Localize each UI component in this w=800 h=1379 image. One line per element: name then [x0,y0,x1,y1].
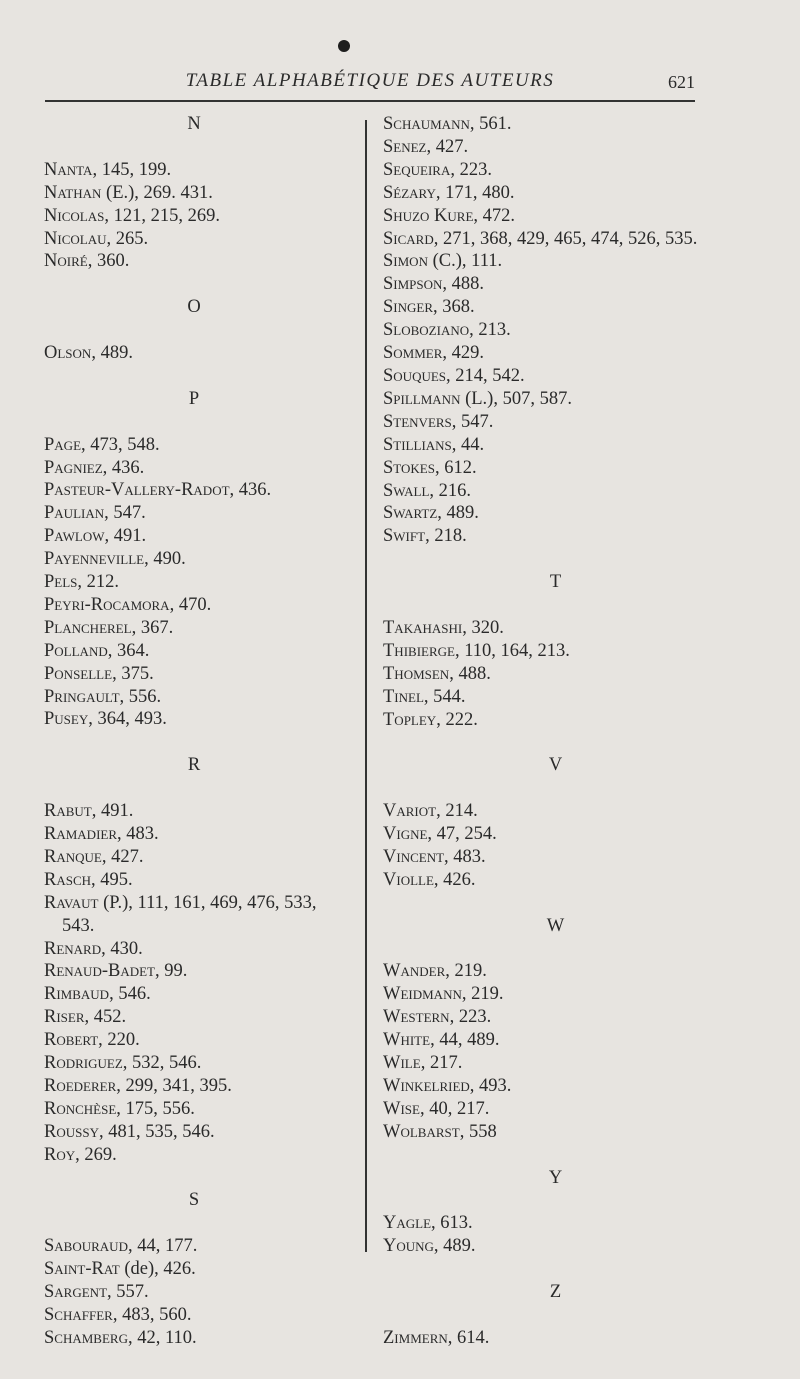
author-name: Ponselle [44,663,113,684]
author-name: Ronchèse [44,1098,117,1119]
page-references: , 44, 489. [430,1030,500,1051]
index-entry [383,273,728,296]
section-gap [383,1189,728,1212]
author-name: Pusey [44,709,89,730]
page-references: , 216. [429,480,472,501]
author-name: Yagle [383,1213,432,1234]
page-header [45,70,695,98]
page-references: , 110, 164, 213. [454,640,570,661]
index-entry [44,800,344,823]
index-entry [44,159,344,182]
page-references: , 175, 556. [116,1098,195,1119]
index-entry [44,1235,344,1258]
index-entry [383,250,728,273]
index-entry [383,960,728,983]
index-entry [44,938,344,961]
author-name: Schamberg [44,1327,128,1348]
page-references: , 430. [101,938,143,959]
section-gap [383,892,728,915]
author-name: Young [383,1236,434,1257]
author-name: Pawlow [44,526,105,547]
page-references: , 558 [459,1121,497,1142]
author-name: Takahashi [383,617,463,638]
index-entry [383,228,728,251]
page-references: , 483. [444,846,486,867]
author-name: Stillians [383,434,452,455]
author-name: Stokes [383,457,435,478]
index-entry [44,1075,344,1098]
page-references: , 217. [420,1053,463,1074]
author-name: Singer [383,297,434,318]
index-entry [383,686,728,709]
page-references: , 436. [229,480,272,501]
page-references: , 299, 341, 395. [116,1075,232,1096]
index-entry [44,342,344,365]
page-references: , 556. [119,686,162,707]
author-name: Swift [383,526,426,547]
section-gap [383,1258,728,1281]
page-references: , 214. [436,801,478,822]
index-entry [383,296,728,319]
section-gap [383,777,728,800]
section-gap [44,731,344,754]
page-references: , 214, 542. [446,365,525,386]
section-gap [383,1304,728,1327]
page-references: , 360. [87,251,130,272]
section-gap [44,319,344,342]
index-entry [44,1304,344,1327]
page-references: , 489. [91,343,133,364]
running-title: TABLE ALPHABÉTIQUE DES AUTEURS [185,70,555,91]
author-name: Simpson [383,274,443,295]
author-name: Roy [44,1144,76,1165]
index-entry [44,228,344,251]
index-entry [44,1029,344,1052]
author-name: Renaud-Badet [44,961,155,982]
index-entry [44,617,344,640]
author-name: Simon [383,251,428,272]
index-entry [44,1052,344,1075]
author-name: Plancherel [44,617,132,638]
index-entry [44,1327,344,1350]
author-name: Sézary [383,182,436,203]
page-references: , 42, 110. [127,1327,197,1348]
author-name: Page [44,434,82,455]
page-references: , 219. [461,984,504,1005]
page-references: , 219. [445,961,487,982]
index-entry [44,983,344,1006]
section-gap [44,1167,344,1190]
index-entry [383,136,728,159]
index-entry [383,457,728,480]
page-references: , 40, 217. [419,1098,490,1119]
author-name: Sequeira [383,159,451,180]
index-entry [383,663,728,686]
index-entry [383,823,728,846]
page-references: , 557. [107,1282,149,1303]
author-name: Ranque [44,846,102,867]
index-entry [383,342,728,365]
author-name: Rabut [44,801,92,822]
index-entry [44,594,344,617]
page-references: , 481, 535, 546. [98,1121,215,1142]
page-references: , 488. [442,274,485,295]
index-entry [44,571,344,594]
page-references: , 490. [144,549,186,570]
page-references: , 145, 199. [92,159,172,180]
index-entry [44,846,344,869]
author-name: Renard [44,938,102,959]
section-letter: P [188,388,200,409]
page-references: , 218. [425,526,467,547]
page-number: 621 [668,72,695,92]
author-name: Pagniez [44,457,103,478]
section-gap [44,777,344,800]
author-name: Sabouraud [44,1236,128,1257]
author-name: Spillmann [383,388,461,409]
page-references: , 269. [75,1144,117,1165]
page-references: , 426. [433,869,476,890]
author-name: Wile [383,1053,421,1074]
index-entry [44,663,344,686]
author-name: Payenneville [44,549,145,570]
page-references: , 368. [433,297,475,318]
index-entry [44,479,344,502]
index-entry [44,708,344,731]
left-column [44,113,344,1350]
index-entry [383,1098,728,1121]
index-entry [383,1235,728,1258]
page-references: (L.), 507, 587. [460,388,572,409]
author-name: Roederer [44,1075,117,1096]
index-entry [44,1098,344,1121]
page-references: , 44, 177. [127,1236,198,1257]
index-entry [383,434,728,457]
page-references: , 99. [155,961,188,982]
author-name: Nicolas [44,205,105,226]
index-entry [44,686,344,709]
author-name: Roussy [44,1121,99,1142]
author-name: Swall [383,480,430,501]
author-name: Rodriguez [44,1053,123,1074]
page-references: , 544. [423,686,466,707]
page-references: , 561. [469,114,512,134]
page-references: , 483, 560. [112,1304,192,1325]
author-name: Nathan [44,182,102,203]
index-entry [44,960,344,983]
index-entry [383,113,728,136]
author-name: Vigne [383,824,428,845]
page-references: (C.), 111. [427,251,503,272]
page-references: (de), 426. [119,1259,196,1280]
index-entry [383,1075,728,1098]
index-entry [44,457,344,480]
page-references: , 220. [98,1030,140,1051]
author-name: Paulian [44,503,105,524]
index-entry [383,1327,728,1350]
author-name: Stenvers [383,411,452,432]
author-name: Violle [383,869,434,890]
page-references: , 121, 215, 269. [104,205,220,226]
page-references: , 546. [109,984,151,1005]
author-name: Tinel [383,686,424,707]
author-name: Ramadier [44,823,118,844]
author-name: Variot [383,801,437,822]
author-name: Schaumann [383,114,470,134]
index-entry [383,1006,728,1029]
index-entry [383,480,728,503]
author-name: Robert [44,1030,99,1051]
author-name: Noiré [44,251,88,272]
author-name: Vincent [383,846,445,867]
index-entry [383,800,728,823]
author-name: Sommer [383,343,443,364]
section-gap [383,594,728,617]
page-references: , 489. [433,1236,476,1257]
index-entry [44,869,344,892]
author-name: Rimbaud [44,984,110,1005]
page-references: , 491. [104,526,147,547]
index-entry [383,502,728,525]
section-letter: S [188,1190,200,1211]
index-entry [44,1258,344,1281]
author-name: Winkelried [383,1075,470,1096]
page-references: , 547. [104,503,146,524]
author-name: Sargent [44,1282,108,1303]
index-entry [44,548,344,571]
header-rule [45,100,695,102]
index-entry [44,640,344,663]
author-name: Zimmern [383,1327,448,1348]
index-entry [383,983,728,1006]
index-entry [383,388,728,411]
section-letter: V [548,755,563,776]
index-entry [383,709,728,732]
index-entry [44,434,344,457]
index-entry [44,525,344,548]
page-references: , 223. [449,1007,492,1028]
page-references: (E.), 269. 431. [101,182,213,203]
author-name: Souques [383,365,447,386]
index-entry [44,182,344,205]
page-references: , 547. [451,411,494,432]
index-entry [383,182,728,205]
author-name: Thomsen [383,663,450,684]
author-name: Schaffer [44,1304,113,1325]
page-references: , 491. [91,801,134,822]
author-name: Peyri-Rocamora [44,594,170,615]
index-entry [383,159,728,182]
author-name: Wise [383,1098,420,1119]
author-name: Nanta [44,159,93,180]
page-references: , 375. [112,663,154,684]
author-name: Olson [44,343,92,364]
page-references: , 364. [107,640,150,661]
index-entry [44,502,344,525]
index-entry [383,846,728,869]
section-gap [383,548,728,571]
section-gap [44,1212,344,1235]
author-name: Senez [383,136,427,157]
index-entry [44,1121,344,1144]
section-letter: T [549,572,562,593]
page-references: , 493. [469,1075,512,1096]
author-name: Western [383,1007,450,1028]
page-references: , 212. [77,572,120,593]
right-column [383,113,728,1350]
author-name: Pringault [44,686,120,707]
page-references: , 488. [449,663,491,684]
index-entry [383,1121,728,1144]
author-name: Swartz [383,503,438,524]
author-name: Nicolau [44,228,107,249]
page-references: , 223. [450,159,492,180]
page-references: , 427. [101,846,144,867]
section-gap [383,938,728,961]
section-gap [44,273,344,296]
index-entry [44,892,344,938]
index-entry [383,869,728,892]
printer-mark [338,40,350,52]
index-entry [383,1029,728,1052]
page-references: , 495. [91,869,133,890]
page-references: , 44. [451,434,485,455]
author-name: Riser [44,1007,85,1028]
page-references: , 47, 254. [427,824,497,845]
author-name: Sloboziano [383,320,470,341]
page-references: , 452. [84,1007,127,1028]
page-references: , 427. [426,136,469,157]
page-references: , 265. [106,228,149,249]
author-name: Wander [383,961,446,982]
page-references: , 429. [442,343,485,364]
section-letter: O [187,297,201,318]
page-references: , 213. [469,320,511,341]
index-entry [44,205,344,228]
author-name: Topley [383,709,437,730]
section-gap [44,365,344,388]
page-references: , 271, 368, 429, 465, 474, 526, 535. [433,228,698,249]
author-name: Sicard [383,228,434,249]
section-gap [383,731,728,754]
page-references: , 613. [431,1213,473,1234]
page-references: , 473, 548. [81,434,160,455]
index-entry [44,1144,344,1167]
page-references: , 614. [447,1327,490,1348]
section-letter: N [187,114,201,134]
author-name: Pasteur-Vallery-Radot [44,480,230,501]
page-references: , 483. [117,823,159,844]
index-entry [44,250,344,273]
section-gap [44,136,344,159]
author-name: Shuzo Kure [383,205,474,226]
page-references: , 612. [434,457,477,478]
page-references: , 489. [437,503,479,524]
page-references: , 364, 493. [88,709,167,730]
index-entry [44,823,344,846]
page-references: , 470. [169,594,212,615]
index-entry [44,1006,344,1029]
author-name: Rasch [44,869,92,890]
page-references: , 532, 546. [122,1053,202,1074]
page-references: (P.), 111, 161, 469, 476, 533, 543. [62,892,317,936]
column-divider [365,120,367,1252]
author-name: White [383,1030,431,1051]
section-gap [383,1144,728,1167]
author-name: Ravaut [44,892,99,913]
index-entry [44,1281,344,1304]
index-entry [383,640,728,663]
page-references: , 222. [436,709,478,730]
page-references: , 472. [473,205,516,226]
page-references: , 436. [102,457,145,478]
section-letter: W [546,915,565,936]
page-references: , 320. [462,617,504,638]
index-entry [383,319,728,342]
index-entry [383,617,728,640]
author-name: Polland [44,640,108,661]
section-gap [44,411,344,434]
author-name: Wolbarst [383,1121,460,1142]
index-entry [383,525,728,548]
section-letter: Z [549,1282,562,1303]
author-name: Saint-Rat [44,1259,120,1280]
page-references: , 171, 480. [435,182,515,203]
index-entry [383,1212,728,1235]
author-name: Weidmann [383,984,462,1005]
index-entry [383,1052,728,1075]
author-name: Pels [44,572,78,593]
section-letter: R [187,755,201,776]
index-entry [383,365,728,388]
index-entry [383,205,728,228]
author-name: Thibierge [383,640,455,661]
page-references: , 367. [131,617,174,638]
section-letter: Y [548,1167,563,1188]
index-entry [383,411,728,434]
